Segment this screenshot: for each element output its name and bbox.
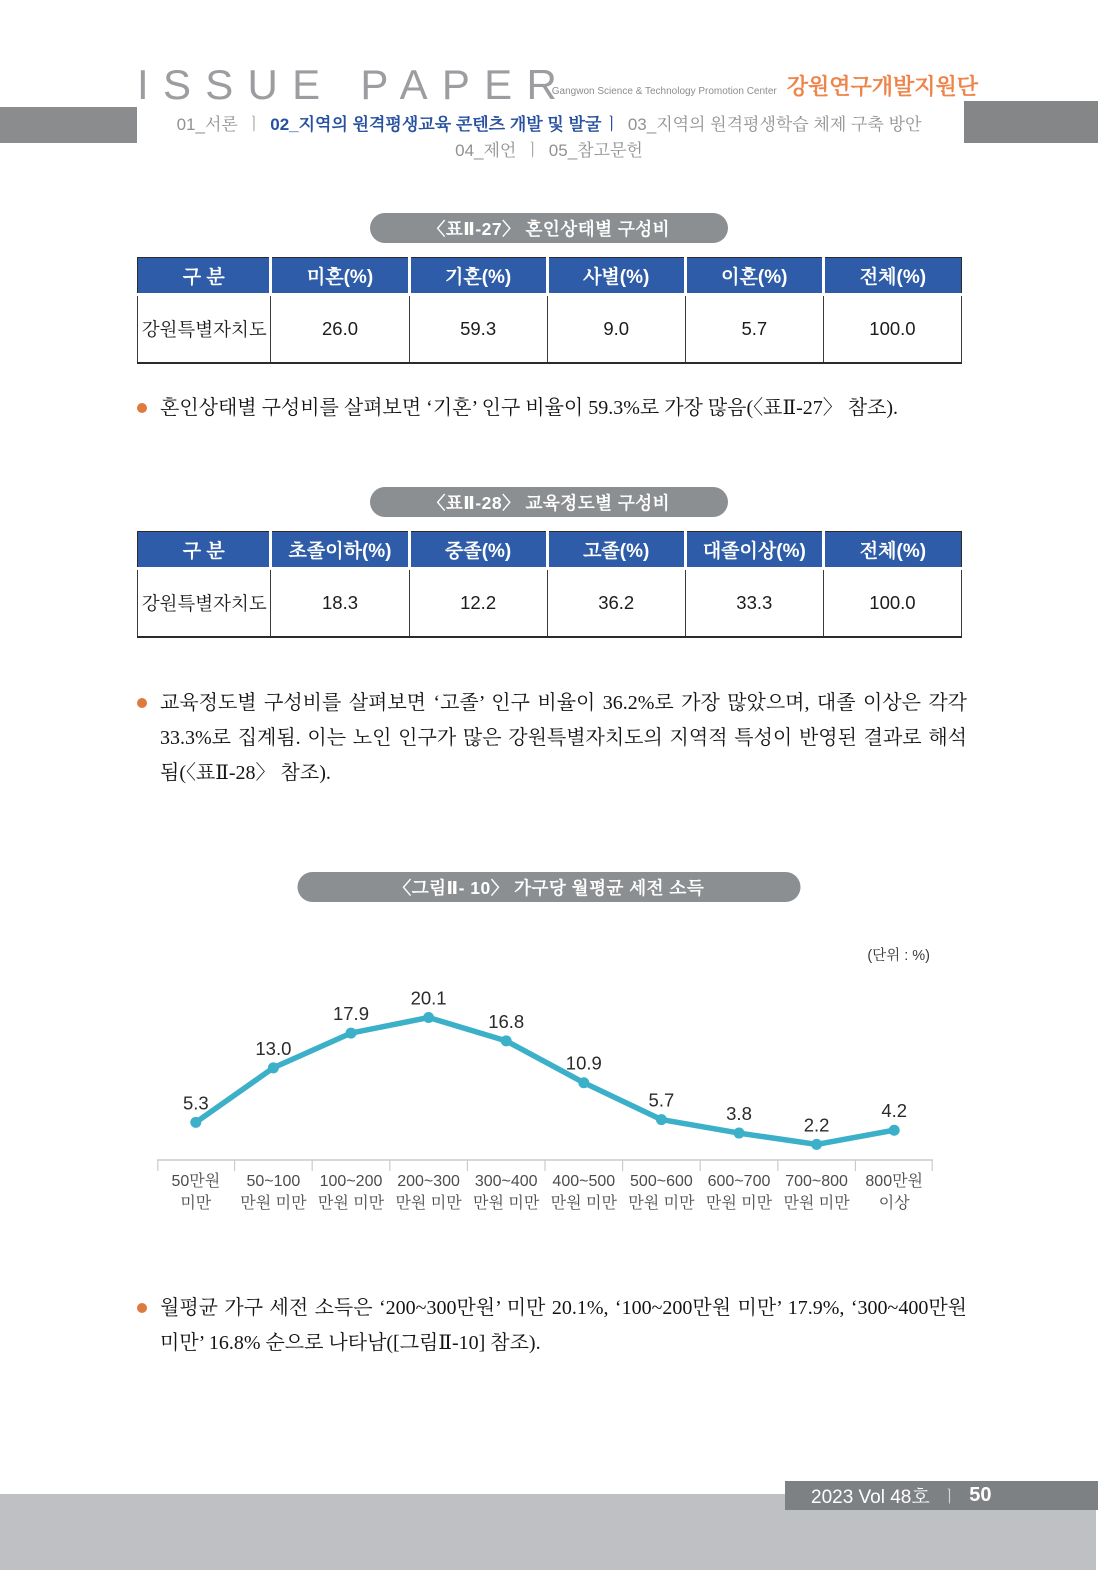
toc-nav-line-2 — [137, 138, 961, 164]
x-axis-category-label: 700~800 만원 미만 — [783, 1173, 850, 1212]
table1-caption-pill: 〈표Ⅱ-27〉 혼인상태별 구성비 — [370, 213, 728, 243]
nav-separator: ㅣ — [603, 115, 620, 134]
table-row — [138, 295, 962, 364]
data-point-marker — [501, 1035, 512, 1046]
x-axis-category-label: 400~500 만원 미만 — [550, 1173, 617, 1212]
income-chart-svg — [157, 990, 933, 1218]
data-point-label: 4.2 — [881, 1100, 908, 1122]
bullet-education-level — [137, 686, 967, 791]
table2-cell: 18.3 — [271, 569, 409, 638]
bullet-text: 교육정도별 구성비를 살펴보면 ‘고졸’ 인구 비율이 36.2%로 가장 많았으며, 대졸 이상은 각각 33.3%로 집계됨. 이는 노인 인구가 많은 강원특별자치도의 지역적 특성이 반영된 결과로 해석됨(〈표Ⅱ-28〉 참조). — [160, 692, 967, 784]
bullet-income — [137, 1291, 967, 1361]
data-point-label: 10.9 — [565, 1052, 602, 1074]
nav-separator: ㅣ — [245, 115, 263, 134]
table-row — [138, 569, 962, 638]
footer-separator: ㅣ — [941, 1489, 958, 1506]
bullet-text: 월평균 가구 세전 소득은 ‘200~300만원’ 미만 20.1%, ‘100~200만원 미만’ 17.9%, ‘300~400만원 미만’ 16.8% 순으로 나타남([그림Ⅱ-10] 참조). — [160, 1297, 967, 1354]
table1-header-row — [138, 258, 962, 295]
table2-cell: 12.2 — [409, 569, 547, 638]
x-axis-category-label: 600~700 만원 미만 — [705, 1173, 773, 1212]
header-band-right — [964, 101, 1098, 143]
footer-page-bar — [785, 1481, 1098, 1510]
table1-cell: 9.0 — [547, 295, 685, 364]
table-marital-status — [137, 257, 962, 364]
toc-nav-line-1 — [137, 112, 961, 138]
income-series-line — [196, 1018, 894, 1145]
data-point-label: 5.3 — [182, 1092, 209, 1114]
table1-col-header: 기혼(%) — [409, 258, 547, 295]
data-point-marker — [423, 1012, 434, 1023]
nav-item-04: 04_제언 — [455, 141, 517, 160]
x-axis-category-label: 50~100 만원 미만 — [240, 1173, 307, 1212]
data-point-label: 17.9 — [332, 1003, 370, 1025]
table1-cell: 5.7 — [685, 295, 823, 364]
x-axis-category-label: 50만원 미만 — [171, 1173, 221, 1212]
table2-cell: 33.3 — [685, 569, 823, 638]
chart-caption-pill: 〈그림Ⅱ- 10〉 가구당 월평균 세전 소득 — [298, 872, 801, 902]
table2-col-header: 대졸이상(%) — [685, 532, 823, 569]
data-point-label: 5.7 — [648, 1089, 675, 1111]
table-education-level — [137, 531, 962, 638]
table2-col-header: 고졸(%) — [547, 532, 685, 569]
chart-unit-label: (단위 : %) — [867, 948, 930, 964]
nav-separator: ㅣ — [524, 141, 541, 160]
masthead-title: ISSUE PAPER — [137, 61, 572, 108]
table2-col-header: 중졸(%) — [409, 532, 547, 569]
bullet-dot-icon — [137, 403, 147, 413]
nav-item-05: 05_참고문헌 — [548, 141, 643, 160]
toc-navigation — [137, 112, 961, 164]
org-name-english: Gangwon Science & Technology Promotion Center — [551, 86, 777, 97]
x-axis-category-label: 800만원 이상 — [865, 1173, 924, 1212]
table1-col-header: 전체(%) — [823, 258, 961, 295]
header-band-left — [0, 107, 137, 143]
bullet-marital-status — [137, 391, 965, 426]
x-axis-category-label: 100~200 만원 미만 — [317, 1173, 385, 1212]
data-point-label: 13.0 — [255, 1037, 292, 1059]
x-axis-category-label: 200~300 만원 미만 — [395, 1173, 462, 1212]
data-point-marker — [889, 1125, 900, 1136]
table1-col-header: 사별(%) — [547, 258, 685, 295]
data-point-marker — [346, 1028, 357, 1039]
table1-cell-region: 강원특별자치도 — [138, 295, 271, 364]
table1-cell: 100.0 — [823, 295, 961, 364]
table1-col-header: 미혼(%) — [271, 258, 409, 295]
org-name-korean: 강원연구개발지원단 — [786, 74, 978, 99]
table2-header-row — [138, 532, 962, 569]
table1-col-header: 구 분 — [138, 258, 271, 295]
footer-page-number: 50 — [969, 1484, 992, 1506]
bullet-dot-icon — [137, 698, 147, 708]
data-point-marker — [734, 1128, 745, 1139]
table2-caption-pill: 〈표Ⅱ-28〉 교육정도별 구성비 — [370, 487, 728, 517]
table2-cell-region: 강원특별자치도 — [138, 569, 271, 638]
data-point-label: 16.8 — [488, 1010, 525, 1032]
table2-cell: 36.2 — [547, 569, 685, 638]
footer-issue-label: 2023 Vol 48호 — [811, 1487, 930, 1508]
nav-item-02-active: 02_지역의 원격평생교육 콘텐츠 개발 및 발굴 — [270, 115, 602, 134]
data-point-marker — [811, 1139, 822, 1150]
org-line — [552, 70, 978, 101]
table1-cell: 59.3 — [409, 295, 547, 364]
table1-col-header: 이혼(%) — [685, 258, 823, 295]
bullet-dot-icon — [137, 1303, 147, 1313]
x-axis-category-label: 500~600 만원 미만 — [628, 1173, 695, 1212]
data-point-label: 3.8 — [726, 1103, 752, 1125]
table2-col-header: 전체(%) — [823, 532, 961, 569]
bullet-text: 혼인상태별 구성비를 살펴보면 ‘기혼’ 인구 비율이 59.3%로 가장 많음(〈표Ⅱ-27〉 참조). — [160, 397, 899, 419]
x-axis-category-label: 300~400 만원 미만 — [473, 1173, 540, 1212]
data-point-marker — [190, 1117, 201, 1128]
data-point-marker — [656, 1114, 667, 1125]
table2-cell: 100.0 — [823, 569, 961, 638]
table2-col-header: 구 분 — [138, 532, 271, 569]
nav-item-03: 03_지역의 원격평생학습 체제 구축 방안 — [627, 115, 922, 134]
data-point-label: 20.1 — [410, 990, 447, 1009]
data-point-marker — [578, 1077, 589, 1088]
table2-col-header: 초졸이하(%) — [271, 532, 409, 569]
nav-item-01: 01_서론 — [176, 115, 238, 134]
income-line-chart — [157, 990, 933, 1218]
data-point-marker — [268, 1062, 279, 1073]
data-point-label: 2.2 — [803, 1114, 830, 1136]
table1-cell: 26.0 — [271, 295, 409, 364]
